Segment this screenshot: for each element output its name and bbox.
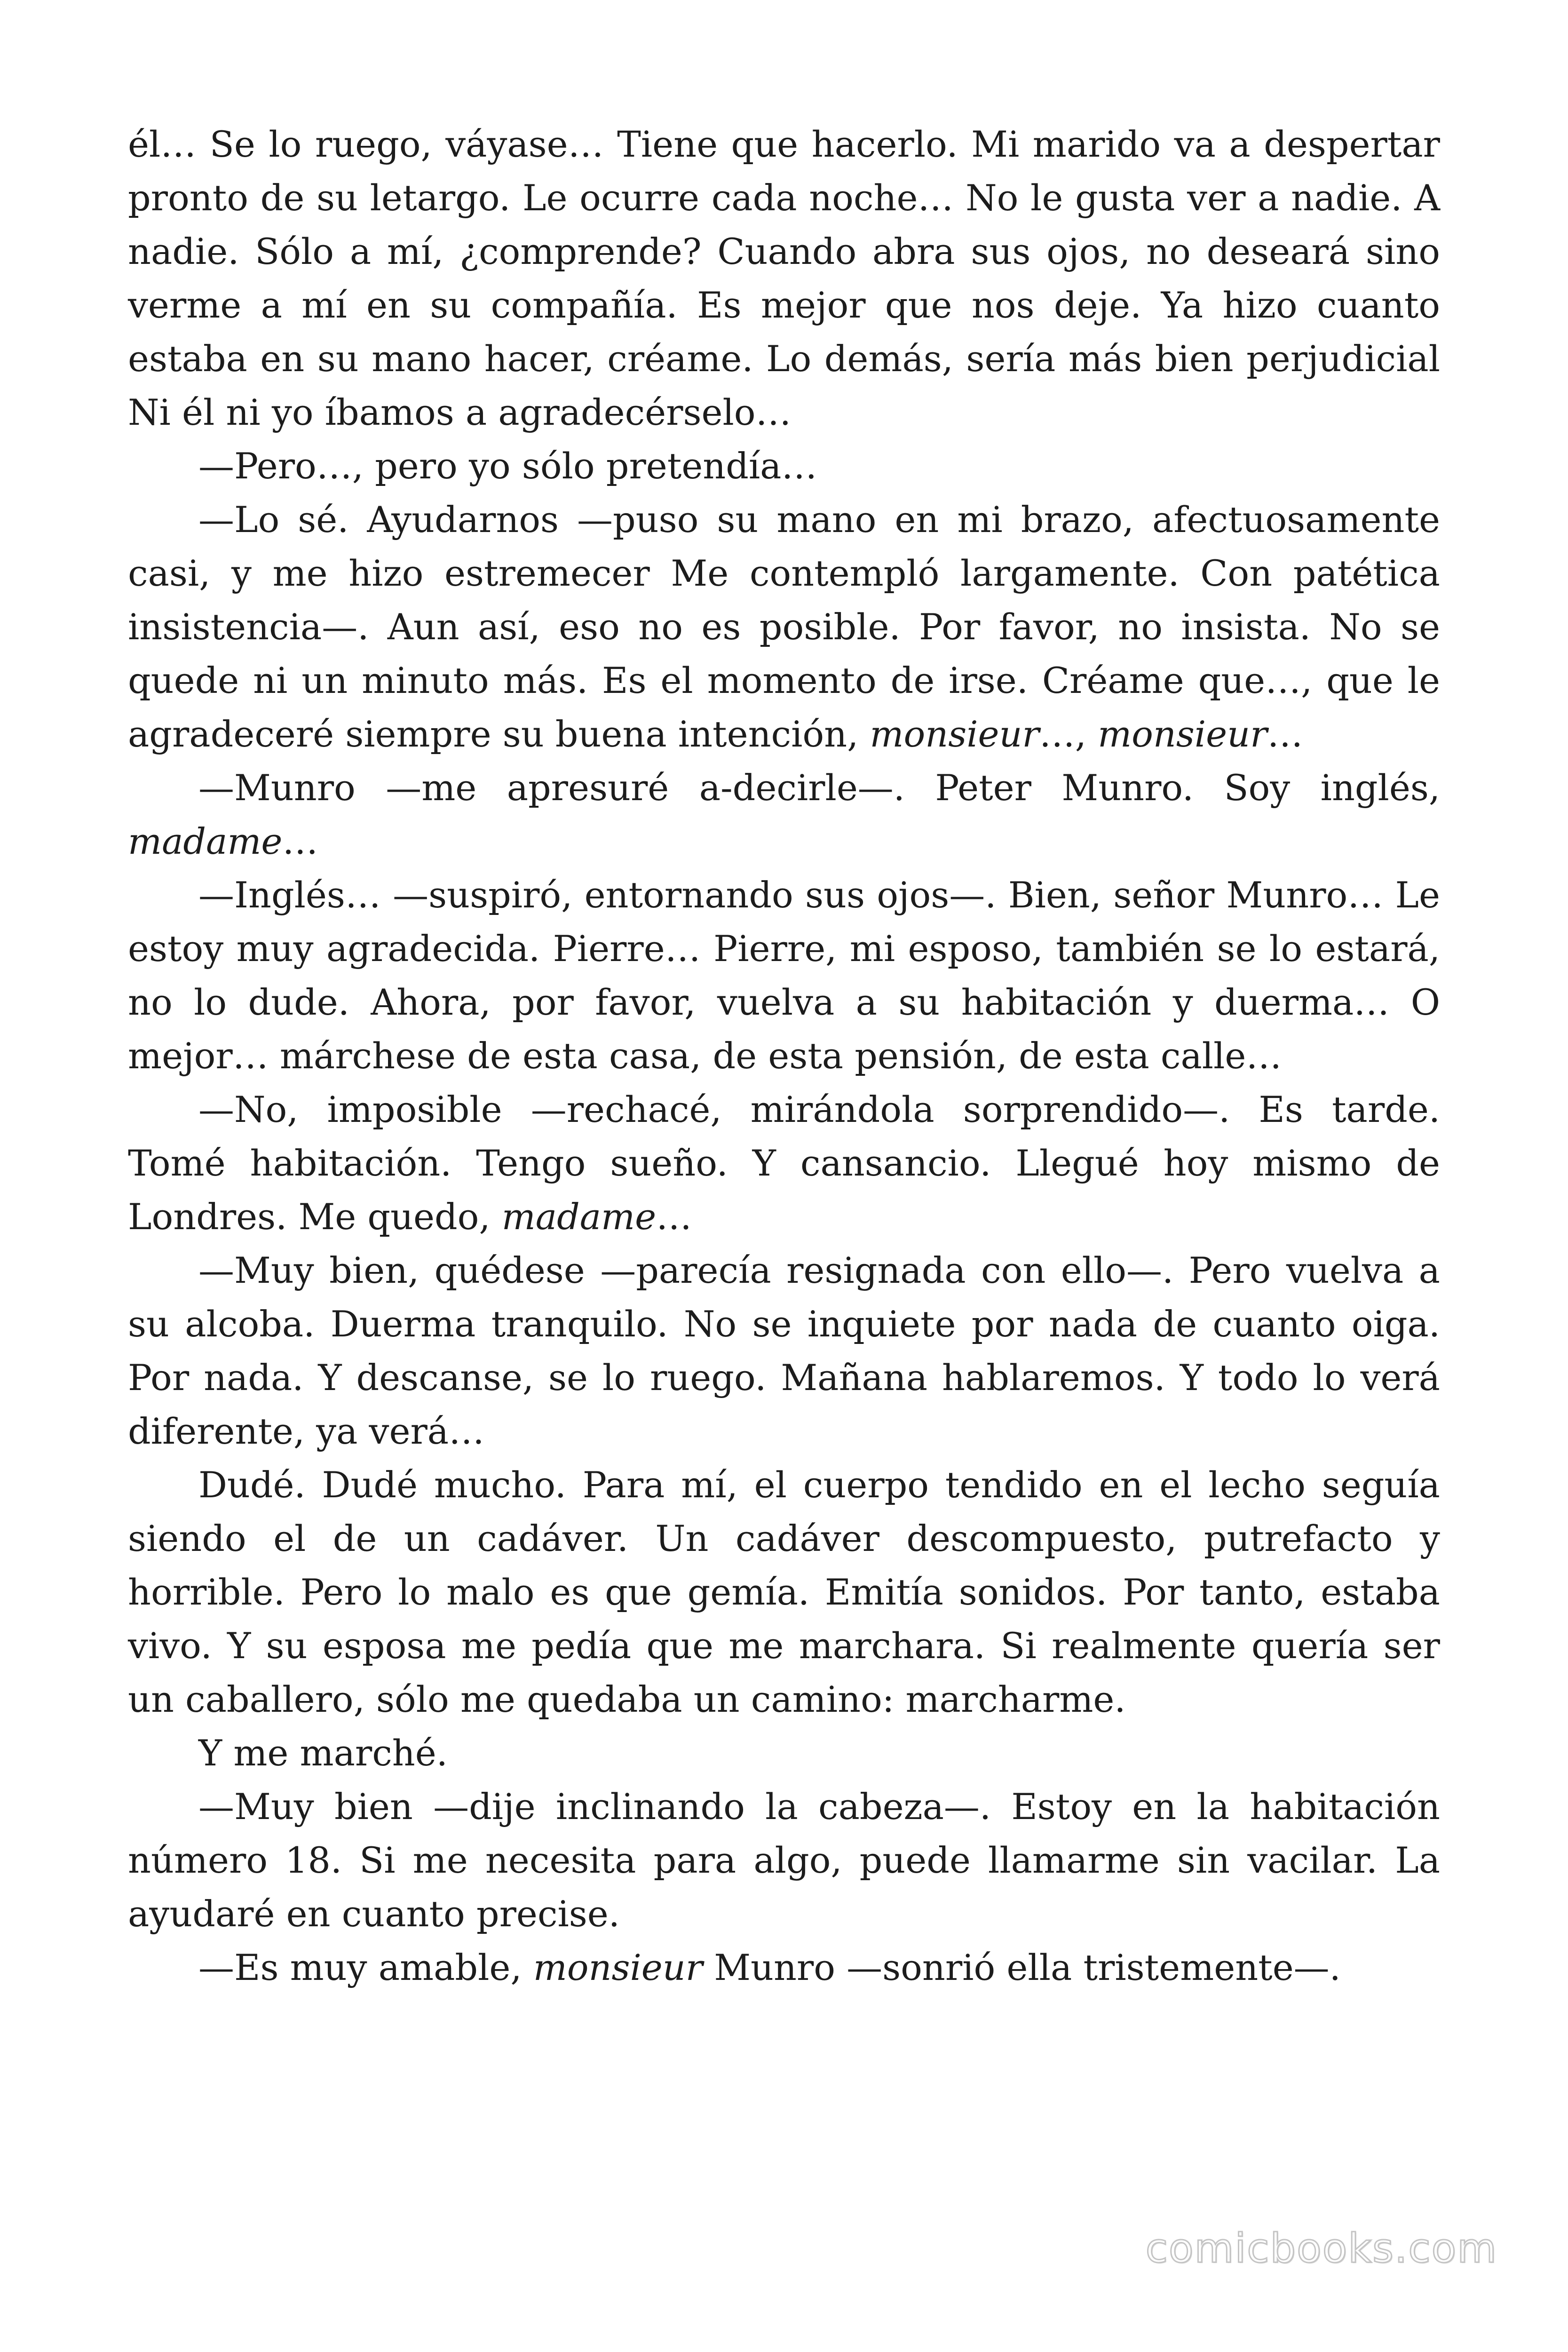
book-page-text [128,118,1440,1994]
paragraph [128,1244,1440,1458]
site-watermark: comicbooks.com [1145,2225,1497,2272]
text-span: —Munro —me apresuré a-decirle—. Peter Munro. Soy inglés, [198,767,1440,809]
text-span: …, [1039,713,1098,755]
paragraph [128,761,1440,868]
text-span: —No, imposible —rechacé, mirándola sorprendido—. Es tarde. Tomé habitación. Tengo sueño. Y cansancio. Llegué hoy mismo de Londres. Me quedo, [128,1089,1440,1238]
italic-word: monsieur [533,1947,703,1988]
text-span: —Lo sé. Ayudarnos —puso su mano en mi brazo, afectuosamente casi, y me hizo estremecer Me contempló largamente. Con patética insistencia—. Aun así, eso no es posible. Por favor, no insista. No se quede ni un minuto más. Es el momento de irse. Créame que…, que le agradeceré siempre su buena intención, [128,499,1440,755]
paragraph [128,439,1440,493]
text-span: —Inglés… —suspiró, entornando sus ojos—. Bien, señor Munro… Le estoy muy agradecida. Pierre… Pierre, mi esposo, también se lo estará, no lo dude. Ahora, por favor, vuelva a su habitación y duerma… O mejor… márchese de esta casa, de esta pensión, de esta calle… [128,874,1440,1077]
italic-word: monsieur [1098,713,1267,755]
text-span: … [656,1196,692,1238]
paragraph [128,1941,1440,1994]
text-span: él… Se lo ruego, váyase… Tiene que hacerlo. Mi marido va a despertar pronto de su letargo. Le ocurre cada noche… No le gusta ver a nadie. A nadie. Sólo a mí, ¿comprende? Cuando abra sus ojos, no deseará sino verme a mí en su compañía. Es mejor que nos deje. Ya hizo cuanto estaba en su mano hacer, créame. Lo demás, sería más bien perjudicial Ni él ni yo íbamos a agradecérselo… [128,123,1440,433]
paragraph [128,1458,1440,1726]
paragraph [128,1780,1440,1941]
text-span: … [282,820,318,862]
text-span: Dudé. Dudé mucho. Para mí, el cuerpo tendido en el lecho seguía siendo el de un cadáver. Un cadáver descompuesto, putrefacto y horrible. Pero lo malo es que gemía. Emitía sonidos. Por tanto, estaba vivo. Y su esposa me pedía que me marchara. Si realmente quería ser un caballero, sólo me quedaba un camino: marcharme. [128,1464,1440,1720]
text-span: —Muy bien —dije inclinando la cabeza—. Estoy en la habitación número 18. Si me necesita para algo, puede llamarme sin vacilar. La ayudaré en cuanto precise. [128,1786,1440,1935]
text-span: —Pero…, pero yo sólo pretendía… [198,445,817,487]
text-span: —Muy bien, quédese —parecía resignada con ello—. Pero vuelva a su alcoba. Duerma tranquilo. No se inquiete por nada de cuanto oiga. Por nada. Y descanse, se lo ruego. Mañana hablaremos. Y todo lo verá diferente, ya verá… [128,1249,1440,1452]
italic-word: madame [128,820,283,862]
paragraph [128,1083,1440,1244]
paragraph [128,868,1440,1083]
italic-word: monsieur [870,713,1039,755]
paragraph [128,1726,1440,1780]
text-span: Munro —sonrió ella tristemente—. [703,1947,1341,1988]
text-span: … [1267,713,1303,755]
paragraph [128,493,1440,761]
text-span: Y me marché. [198,1732,448,1774]
italic-word: madame [501,1196,657,1238]
text-span: —Es muy amable, [198,1947,533,1988]
paragraph [128,118,1440,439]
